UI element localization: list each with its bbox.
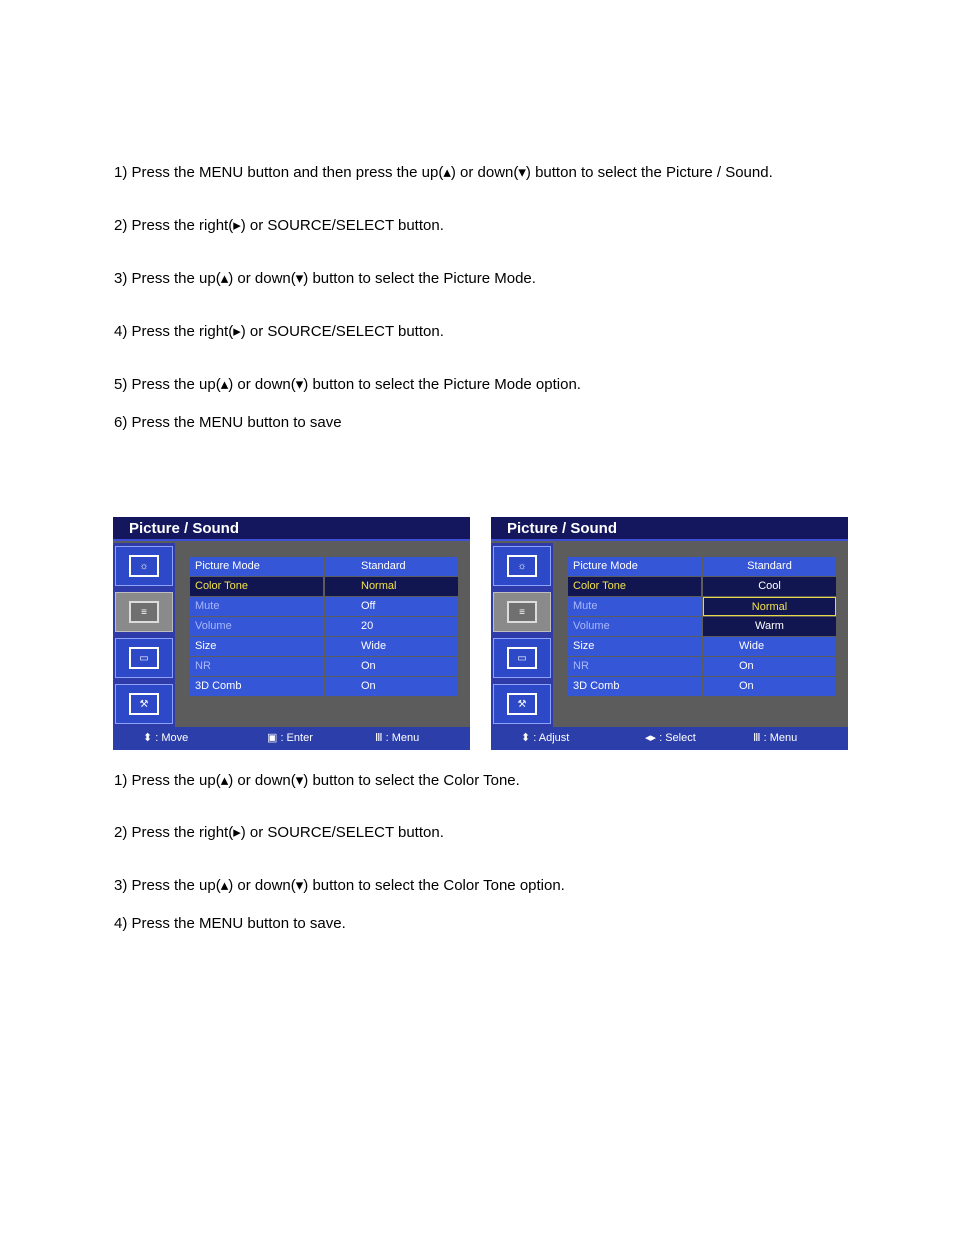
osd-sidebar [491, 543, 553, 727]
row-label: 3D Comb [568, 677, 701, 696]
footer-move-hint: ⬍ : Move [143, 732, 189, 744]
menu-row-3d-comb[interactable] [568, 677, 836, 696]
menu-row-size[interactable] [568, 637, 836, 656]
osd-title: Picture / Sound [491, 517, 848, 541]
row-label: Color Tone [190, 577, 323, 596]
row-label: NR [190, 657, 323, 676]
sound-icon[interactable]: ≡ [115, 592, 173, 632]
menu-row-volume[interactable] [190, 617, 458, 636]
footer-menu-hint: Ⅲ : Menu [753, 732, 798, 744]
row-value: Standard [325, 557, 458, 576]
osd-sidebar [113, 543, 175, 727]
row-value: On [325, 657, 458, 676]
menu-row-mute[interactable] [190, 597, 458, 616]
row-value: Wide [325, 637, 458, 656]
color-tone-step-3: 3) Press the up(▴) or down(▾) button to select the Color Tone option. [114, 877, 565, 894]
picture-icon[interactable]: ☼ [493, 546, 551, 586]
color-tone-option-warm[interactable]: Warm [703, 617, 836, 636]
row-value: Wide [703, 637, 836, 656]
row-label: Volume [568, 617, 701, 636]
color-tone-option-cool[interactable]: Cool [703, 577, 836, 596]
color-tone-step-2: 2) Press the right(▸) or SOURCE/SELECT button. [114, 824, 444, 841]
row-value: Normal [325, 577, 458, 596]
osd-content [553, 543, 848, 727]
color-tone-step-1: 1) Press the up(▴) or down(▾) button to select the Color Tone. [114, 772, 520, 789]
menu-row-picture-mode[interactable] [190, 557, 458, 576]
menu-row-mute[interactable] [568, 597, 836, 616]
color-tone-step-4: 4) Press the MENU button to save. [114, 915, 346, 932]
menu-row-nr[interactable] [190, 657, 458, 676]
row-value: 20 [325, 617, 458, 636]
row-value: On [703, 657, 836, 676]
step-4: 4) Press the right(▸) or SOURCE/SELECT button. [114, 323, 444, 340]
osd-title: Picture / Sound [113, 517, 470, 541]
menu-row-volume[interactable] [568, 617, 836, 636]
menu-row-size[interactable] [190, 637, 458, 656]
row-label: Volume [190, 617, 323, 636]
menu-row-3d-comb[interactable] [190, 677, 458, 696]
footer-menu-hint: Ⅲ : Menu [375, 732, 420, 744]
setup-icon[interactable]: ⚒ [115, 684, 173, 724]
osd-menu-right [491, 517, 848, 750]
step-2: 2) Press the right(▸) or SOURCE/SELECT button. [114, 217, 444, 234]
osd-content [175, 543, 470, 727]
step-1: 1) Press the MENU button and then press the up(▴) or down(▾) button to select the Picture / Sound. [114, 164, 773, 181]
row-label: Mute [190, 597, 323, 616]
step-6: 6) Press the MENU button to save [114, 414, 342, 431]
footer-adjust-hint: ⬍ : Adjust [521, 732, 570, 744]
osd-footer [491, 727, 848, 750]
sound-icon[interactable]: ≡ [493, 592, 551, 632]
step-5: 5) Press the up(▴) or down(▾) button to select the Picture Mode option. [114, 376, 581, 393]
row-value: Standard [703, 557, 836, 576]
screen-icon[interactable]: ▭ [493, 638, 551, 678]
row-value: On [325, 677, 458, 696]
menu-row-color-tone[interactable] [190, 577, 458, 596]
setup-icon[interactable]: ⚒ [493, 684, 551, 724]
row-label: Size [190, 637, 323, 656]
row-label: Picture Mode [190, 557, 323, 576]
color-tone-option-normal[interactable]: Normal [703, 597, 836, 616]
footer-enter-hint: ▣ : Enter [267, 732, 313, 744]
picture-icon[interactable]: ☼ [115, 546, 173, 586]
footer-select-hint: ◂▸ : Select [645, 732, 696, 744]
step-3: 3) Press the up(▴) or down(▾) button to select the Picture Mode. [114, 270, 536, 287]
menu-row-picture-mode[interactable] [568, 557, 836, 576]
row-label: 3D Comb [190, 677, 323, 696]
row-value: On [703, 677, 836, 696]
screen-icon[interactable]: ▭ [115, 638, 173, 678]
osd-menu-left [113, 517, 470, 750]
osd-footer [113, 727, 470, 750]
row-value: Off [325, 597, 458, 616]
row-label: NR [568, 657, 701, 676]
row-label: Picture Mode [568, 557, 701, 576]
row-label: Color Tone [568, 577, 701, 596]
menu-row-color-tone[interactable] [568, 577, 836, 596]
row-label: Size [568, 637, 701, 656]
menu-row-nr[interactable] [568, 657, 836, 676]
row-label: Mute [568, 597, 701, 616]
